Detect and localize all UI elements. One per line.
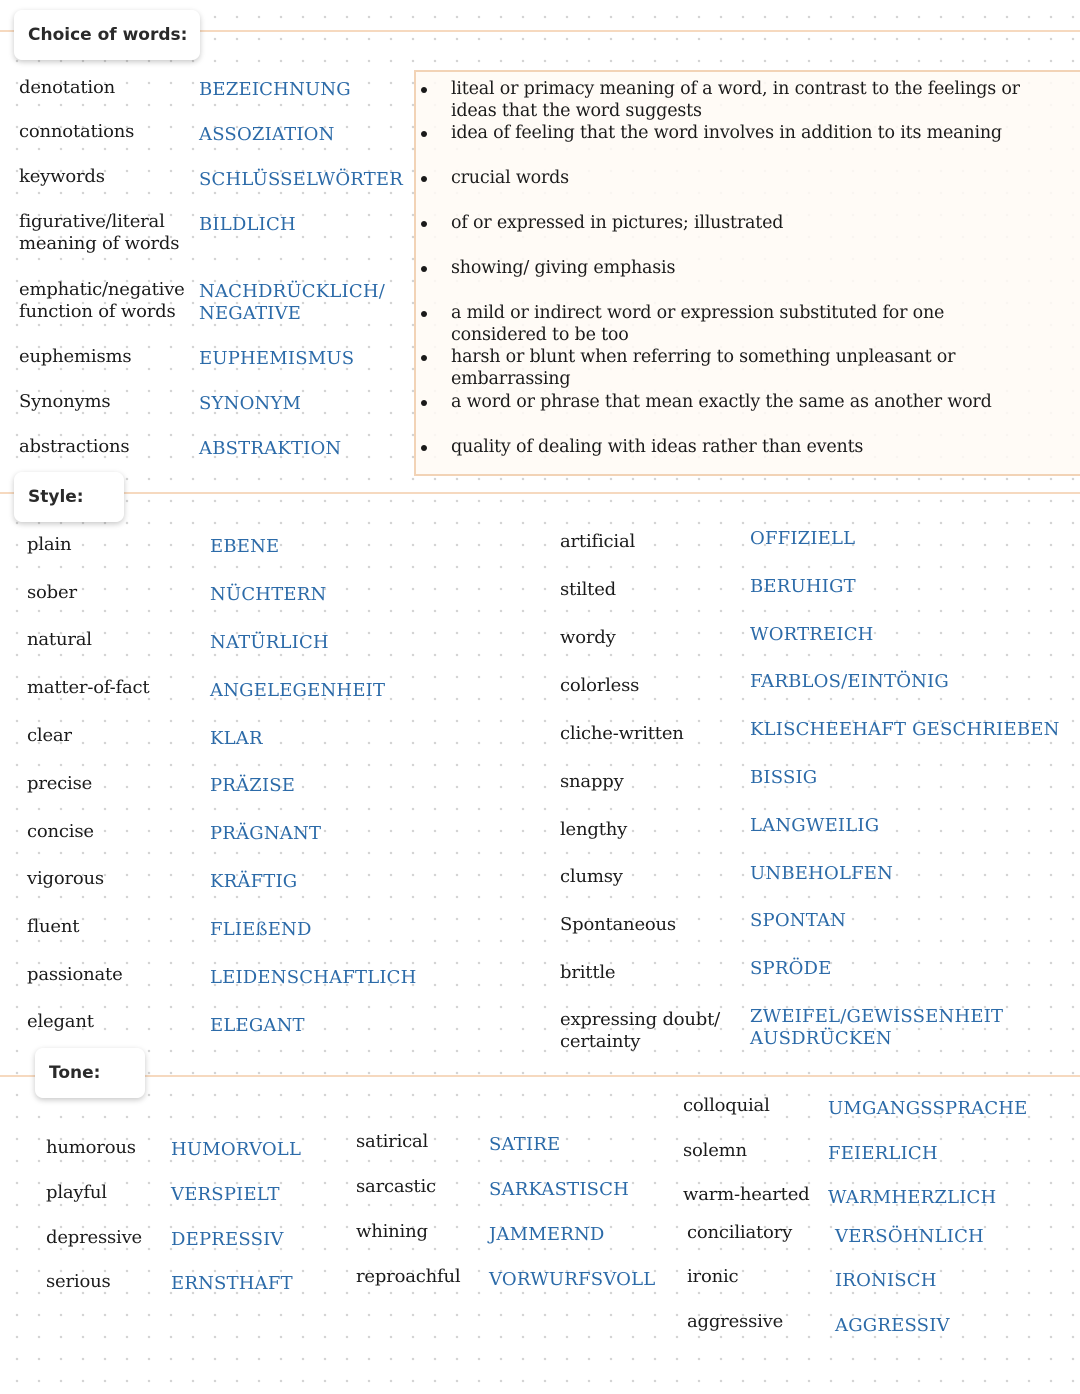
style-en: expressing doubt/ certainty xyxy=(560,1009,721,1052)
tone-en: solemn xyxy=(683,1140,747,1161)
tone-de: HUMORVOLL xyxy=(171,1139,302,1160)
tone-de: IRONISCH xyxy=(835,1270,937,1291)
term-de: NACHDRÜCKLICH/ NEGATIVE xyxy=(199,281,385,324)
term-de: EUPHEMISMUS xyxy=(199,348,355,369)
style-en: colorless xyxy=(560,675,640,696)
term-en: abstractions xyxy=(19,436,130,457)
definition-item: a mild or indirect word or expression substituted for one considered to be too xyxy=(451,303,945,345)
term-de: ASSOZIATION xyxy=(199,124,335,145)
style-en: concise xyxy=(27,821,94,842)
style-en: precise xyxy=(27,773,93,794)
style-de: FLIEßEND xyxy=(210,919,312,940)
style-en: fluent xyxy=(27,916,80,937)
bullet-icon xyxy=(421,87,427,93)
tone-de: SARKASTISCH xyxy=(489,1179,630,1200)
bullet-icon xyxy=(421,221,427,227)
style-heading: Style: xyxy=(14,472,124,522)
style-de: KRÄFTIG xyxy=(210,871,298,892)
tone-en: conciliatory xyxy=(687,1222,793,1243)
style-de: PRÄZISE xyxy=(210,775,296,796)
tone-en: warm-hearted xyxy=(683,1184,810,1205)
style-en: matter-of-fact xyxy=(27,677,150,698)
tone-en: whining xyxy=(356,1221,428,1242)
style-de: LANGWEILIG xyxy=(750,815,880,836)
tone-en: serious xyxy=(46,1271,111,1292)
style-en: Spontaneous xyxy=(560,914,676,935)
term-en: emphatic/negative function of words xyxy=(19,279,185,322)
style-en: plain xyxy=(27,534,72,555)
style-en: clear xyxy=(27,725,72,746)
tone-de: UMGANGSSPRACHE xyxy=(828,1098,1028,1119)
style-de: OFFIZIELL xyxy=(750,528,856,549)
style-de: NÜCHTERN xyxy=(210,584,327,605)
tone-de: FEIERLICH xyxy=(828,1143,938,1164)
style-en: wordy xyxy=(560,627,616,648)
style-de: BERUHIGT xyxy=(750,576,856,597)
style-de: KLAR xyxy=(210,728,263,749)
term-de: BILDLICH xyxy=(199,214,296,235)
definition-item: a word or phrase that mean exactly the same as another word xyxy=(451,392,992,412)
tone-de: VORWURFSVOLL xyxy=(489,1269,656,1290)
bullet-icon xyxy=(421,131,427,137)
term-en: figurative/literal meaning of words xyxy=(19,211,180,254)
definition-item: harsh or blunt when referring to something unpleasant or embarrassing xyxy=(451,347,956,389)
bullet-icon xyxy=(421,266,427,272)
tone-de: WARMHERZLICH xyxy=(828,1187,997,1208)
style-de: PRÄGNANT xyxy=(210,823,322,844)
style-de: ANGELEGENHEIT xyxy=(210,680,386,701)
term-en: keywords xyxy=(19,166,105,187)
style-de: KLISCHEEHAFT GESCHRIEBEN xyxy=(750,719,1060,740)
style-de: ZWEIFEL/GEWISSENHEIT AUSDRÜCKEN xyxy=(750,1006,1004,1049)
style-de: LEIDENSCHAFTLICH xyxy=(210,967,417,988)
style-en: lengthy xyxy=(560,819,628,840)
tone-en: sarcastic xyxy=(356,1176,436,1197)
tone-de: VERSPIELT xyxy=(171,1184,280,1205)
tone-de: ERNSTHAFT xyxy=(171,1273,293,1294)
tone-de: SATIRE xyxy=(489,1134,561,1155)
style-en: clumsy xyxy=(560,866,623,887)
tone-en: humorous xyxy=(46,1137,136,1158)
term-de: SCHLÜSSELWÖRTER xyxy=(199,169,404,190)
style-de: SPRÖDE xyxy=(750,958,832,979)
bullet-icon xyxy=(421,355,427,361)
style-de: WORTREICH xyxy=(750,624,874,645)
definition-item: quality of dealing with ideas rather than events xyxy=(451,437,864,457)
style-en: stilted xyxy=(560,579,616,600)
tone-en: ironic xyxy=(687,1266,739,1287)
style-en: vigorous xyxy=(27,868,104,889)
tone-divider xyxy=(0,1075,1080,1077)
tone-en: depressive xyxy=(46,1227,143,1248)
term-en: euphemisms xyxy=(19,346,132,367)
tone-en: colloquial xyxy=(683,1095,770,1116)
definition-item: liteal or primacy meaning of a word, in contrast to the feelings or ideas that the word suggests xyxy=(451,79,1020,121)
definition-item: of or expressed in pictures; illustrated xyxy=(451,213,784,233)
tone-de: JAMMERND xyxy=(489,1224,605,1245)
style-en: sober xyxy=(27,582,77,603)
style-divider xyxy=(0,492,1080,494)
style-en: artificial xyxy=(560,531,636,552)
definition-item: showing/ giving emphasis xyxy=(451,258,676,278)
bullet-icon xyxy=(421,400,427,406)
tone-de: AGGRESSIV xyxy=(835,1315,950,1336)
bullet-icon xyxy=(421,311,427,317)
style-de: ELEGANT xyxy=(210,1015,305,1036)
definition-item: idea of feeling that the word involves in addition to its meaning xyxy=(451,123,1002,143)
tone-en: reproachful xyxy=(356,1266,461,1287)
term-en: Synonyms xyxy=(19,391,111,412)
tone-de: VERSÖHNLICH xyxy=(835,1226,984,1247)
style-en: brittle xyxy=(560,962,616,983)
style-de: NATÜRLICH xyxy=(210,632,329,653)
style-de: EBENE xyxy=(210,536,280,557)
bullet-icon xyxy=(421,176,427,182)
bullet-icon xyxy=(421,445,427,451)
term-de: ABSTRAKTION xyxy=(199,438,342,459)
style-de: FARBLOS/EINTÖNIG xyxy=(750,671,950,692)
term-de: SYNONYM xyxy=(199,393,302,414)
definition-item: crucial words xyxy=(451,168,569,188)
choice-of-words-heading: Choice of words: xyxy=(14,10,200,60)
style-de: BISSIG xyxy=(750,767,818,788)
style-en: passionate xyxy=(27,964,123,985)
style-de: UNBEHOLFEN xyxy=(750,863,894,884)
style-en: elegant xyxy=(27,1011,94,1032)
tone-en: playful xyxy=(46,1182,107,1203)
style-en: snappy xyxy=(560,771,624,792)
style-de: SPONTAN xyxy=(750,910,847,931)
term-en: denotation xyxy=(19,77,115,98)
tone-en: satirical xyxy=(356,1131,429,1152)
term-de: BEZEICHNUNG xyxy=(199,79,351,100)
style-en: natural xyxy=(27,629,92,650)
tone-en: aggressive xyxy=(687,1311,784,1332)
tone-de: DEPRESSIV xyxy=(171,1229,284,1250)
style-en: cliche-written xyxy=(560,723,684,744)
tone-heading: Tone: xyxy=(35,1048,145,1098)
term-en: connotations xyxy=(19,121,135,142)
